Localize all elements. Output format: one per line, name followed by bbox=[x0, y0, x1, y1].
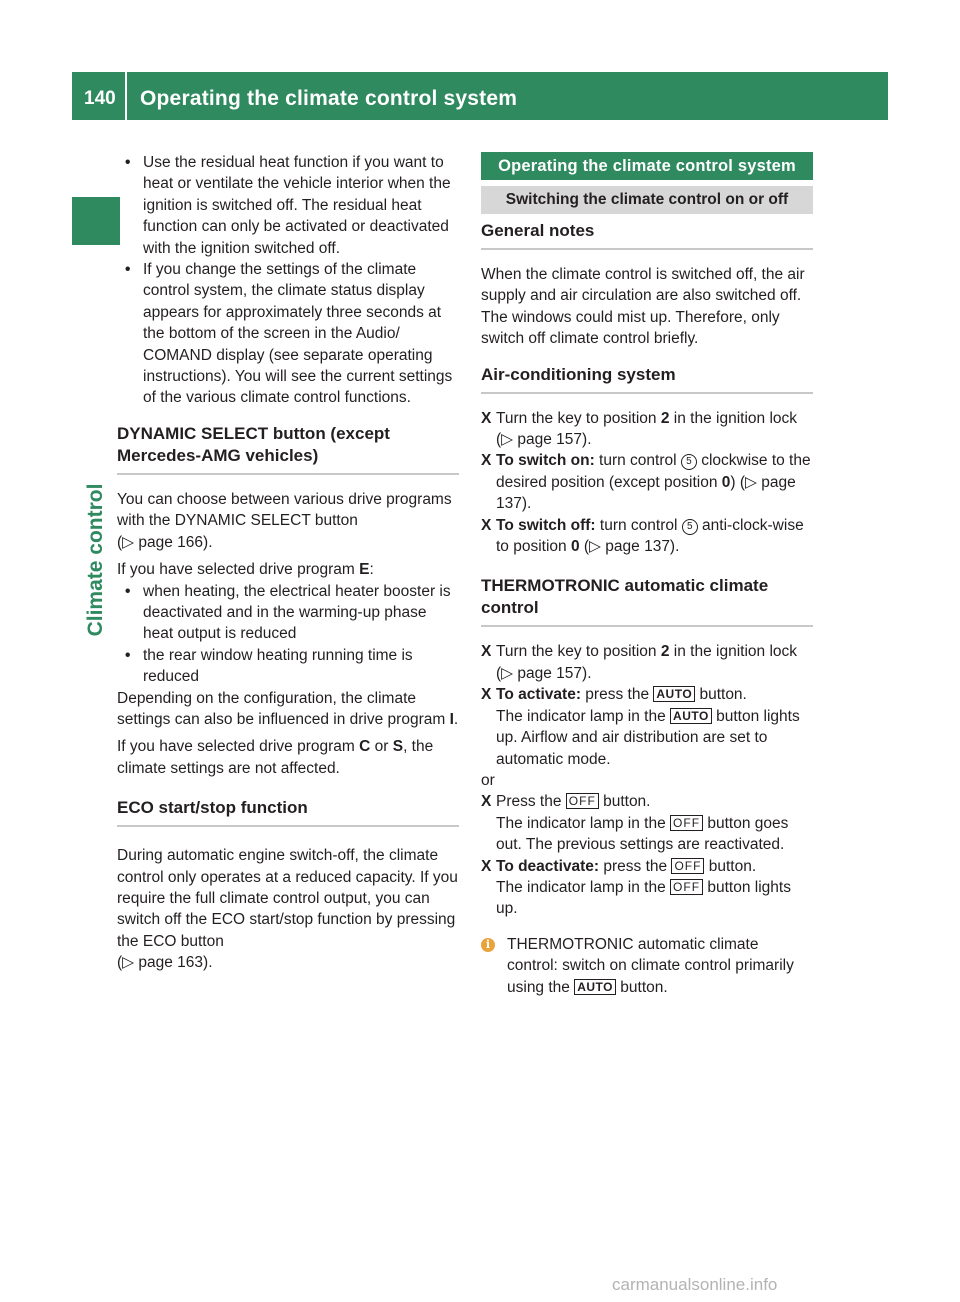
step: X Turn the key to position 2 in the ignition lock (▷ page 157). bbox=[481, 643, 798, 682]
paragraph: If you have selected drive program C or S, the climate settings are not affected. bbox=[117, 738, 434, 777]
auto-key-icon: AUTO bbox=[574, 979, 616, 995]
paragraph: If you have selected drive program E: bbox=[117, 561, 374, 579]
watermark: carmanualsonline.info bbox=[612, 1275, 778, 1294]
list-item bbox=[117, 259, 459, 409]
chapter-heading: Operating the climate control system bbox=[481, 152, 813, 180]
step: X To deactivate: press the OFF button. The indicator lamp in the OFF button lights up. bbox=[481, 857, 791, 918]
step-arrow-icon: X bbox=[481, 686, 492, 704]
section-heading-general: General notes bbox=[481, 220, 813, 250]
info-icon: i bbox=[481, 938, 495, 952]
bullet-mark: • bbox=[125, 582, 131, 600]
list-item-text: If you change the settings of the climate control system, the climate status display appears for approximately three seconds at the bottom of the screen in the Audio/ COMAND display (see separate operating instructions). You will see the current settings of the various climate control functions. bbox=[143, 261, 453, 407]
auto-key-icon: AUTO bbox=[653, 686, 695, 702]
running-title: Operating the climate control system bbox=[140, 87, 518, 110]
paragraph: Depending on the configuration, the climate settings can also be influenced in drive program I. bbox=[117, 689, 459, 728]
subchapter-heading: Switching the climate control on or off bbox=[481, 186, 813, 214]
list-item-text: Use the residual heat function if you want to heat or ventilate the vehicle interior when the ignition is switched off. The residual heat function can only be activated or deactivated with the ignition switched off. bbox=[143, 154, 451, 257]
auto-key-icon: AUTO bbox=[670, 708, 712, 724]
section-heading-thermotronic: THERMOTRONIC automatic climate control bbox=[481, 575, 813, 627]
list-item bbox=[117, 152, 459, 259]
step: X To switch on: turn control 5 clockwise to the desired position (except position 0) (▷ page 137). bbox=[481, 452, 811, 513]
header-divider bbox=[125, 72, 127, 120]
step-arrow-icon: X bbox=[481, 643, 492, 661]
off-key-icon: OFF bbox=[671, 858, 704, 874]
step-arrow-icon: X bbox=[481, 409, 492, 427]
step-arrow-icon: X bbox=[481, 857, 492, 875]
step: X Press the OFF button. The indicator lamp in the OFF button goes out. The previous settings are reactivated. bbox=[481, 793, 789, 854]
list-item-text: the rear window heating running time is reduced bbox=[143, 646, 413, 686]
bullet-mark: • bbox=[125, 154, 131, 171]
side-tab-marker bbox=[72, 197, 120, 245]
bullet-mark: • bbox=[125, 261, 131, 279]
left-column bbox=[117, 152, 459, 974]
list-item bbox=[117, 581, 459, 645]
step-arrow-icon: X bbox=[481, 793, 492, 811]
off-key-icon: OFF bbox=[670, 815, 703, 831]
paragraph: When the climate control is switched off, the air supply and air circulation are also switched off. The windows could mist up. Therefore, only switch off climate control briefly. bbox=[481, 266, 805, 348]
step-arrow-icon: X bbox=[481, 516, 492, 534]
off-key-icon: OFF bbox=[670, 879, 703, 895]
control-number-icon: 5 bbox=[682, 519, 698, 535]
section-heading-ac: Air-conditioning system bbox=[481, 364, 813, 394]
page-reference: (▷ page 166). bbox=[117, 533, 213, 551]
step: X To activate: press the AUTO button. The indicator lamp in the AUTO button lights up. Airflow and air distribution are set to automatic mode. bbox=[481, 686, 800, 768]
control-number-icon: 5 bbox=[681, 454, 697, 470]
right-column bbox=[481, 152, 813, 998]
step-arrow-icon: X bbox=[481, 452, 492, 470]
step: X To switch off: turn control 5 anti-clock-wise to position 0 (▷ page 137). bbox=[481, 516, 804, 556]
info-note: i THERMOTRONIC automatic climate control: switch on climate control primarily using the AUTO button. bbox=[481, 934, 813, 998]
step: X Turn the key to position 2 in the ignition lock (▷ page 157). bbox=[481, 409, 798, 449]
page-number: 140 bbox=[84, 88, 116, 109]
list-item bbox=[117, 645, 459, 688]
off-key-icon: OFF bbox=[566, 793, 599, 809]
bullet-mark: • bbox=[125, 646, 131, 664]
or-text: or bbox=[481, 771, 495, 789]
paragraph: During automatic engine switch-off, the climate control only operates at a reduced capacity. If you require the full climate control output, you can switch off the ECO start/stop function by pressing the ECO button (▷ page 163). bbox=[117, 847, 458, 972]
section-heading-eco: ECO start/stop function bbox=[117, 797, 459, 827]
list-item-text: when heating, the electrical heater booster is deactivated and in the warming-up phase heat output is reduced bbox=[143, 582, 451, 643]
paragraph: You can choose between various drive programs with the DYNAMIC SELECT button (▷ page 166). bbox=[117, 490, 452, 551]
page-reference: (▷ page 163). bbox=[117, 954, 213, 972]
section-heading-dynamic-select: DYNAMIC SELECT button (except Mercedes-AMG vehicles) bbox=[117, 423, 459, 475]
side-tab-label: Climate control bbox=[84, 483, 107, 637]
